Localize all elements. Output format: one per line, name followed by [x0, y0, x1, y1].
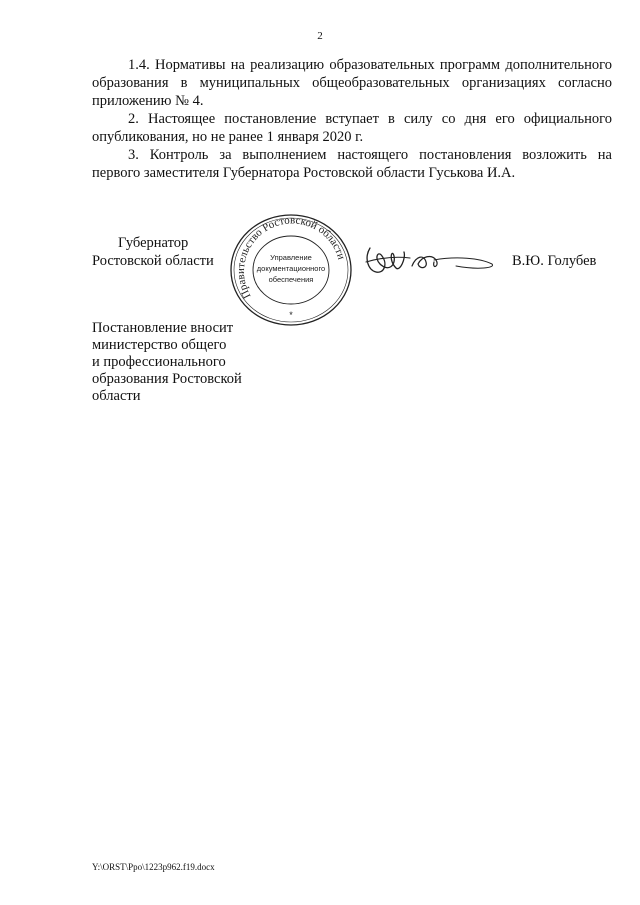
paragraph-1-4: 1.4. Нормативы на реализацию образовательных программ дополнительного образования в муниципальных общеобразовательных организациях согласно приложению № 4. — [92, 57, 612, 109]
submitter-note — [92, 320, 242, 405]
paragraph-2: 2. Настоящее постановление вступает в силу со дня его официального опубликования, но не ранее 1 января 2020 г. — [92, 111, 612, 145]
official-seal — [228, 212, 354, 328]
signatory-title — [92, 234, 214, 270]
seal-outer-text: Правительство Ростовской области — [234, 214, 348, 301]
seal-inner-line1: Управление — [270, 253, 312, 262]
signatory-title-line2: Ростовской области — [92, 253, 214, 269]
paragraph-3: 3. Контроль за выполнением настоящего постановления возложить на первого заместителя Губернатора Ростовской области Гуськова И.А. — [92, 147, 612, 181]
submitter-line4: образования Ростовской — [92, 371, 242, 387]
submitter-line2: министерство общего — [92, 337, 227, 353]
submitter-line3: и профессионального — [92, 354, 226, 370]
signatory-name: В.Ю. Голубев — [512, 253, 597, 269]
document-body — [92, 56, 612, 182]
seal-inner-line2: документационного — [256, 264, 326, 273]
handwritten-signature — [360, 238, 500, 282]
signatory-title-line1: Губернатор — [118, 235, 189, 251]
file-path-footer: Y:\ORST\Ppo\1223p962.f19.docx — [92, 862, 215, 872]
seal-star: * — [289, 310, 293, 320]
submitter-line5: области — [92, 388, 141, 404]
seal-inner-line3: обеспечения — [268, 275, 314, 284]
submitter-line1: Постановление вносит — [92, 320, 234, 336]
page-number: 2 — [317, 30, 323, 42]
